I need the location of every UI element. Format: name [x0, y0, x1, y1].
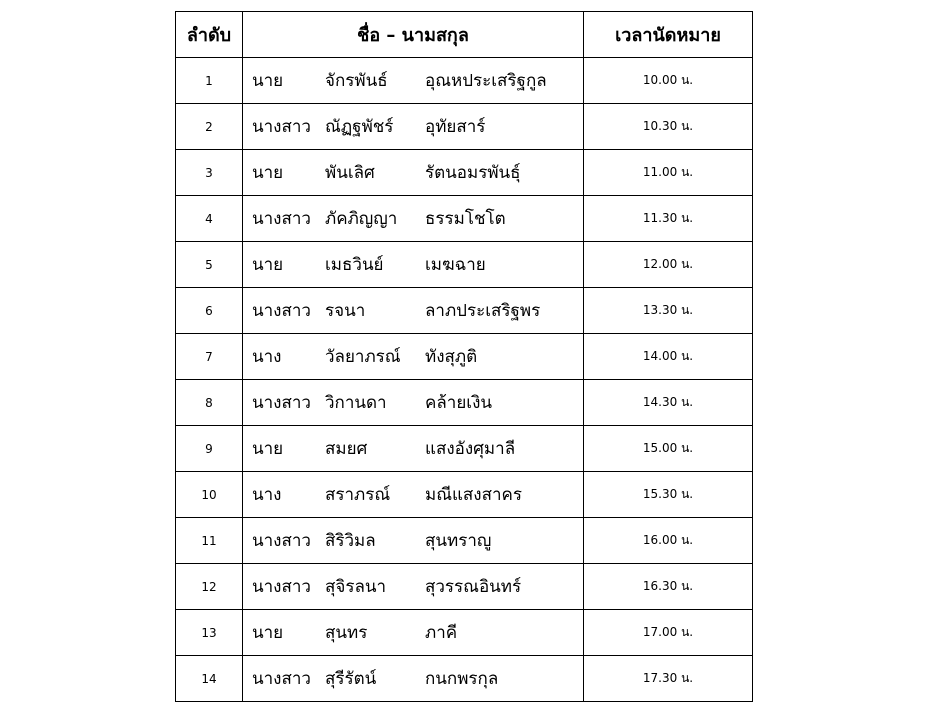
row-order: 13: [176, 610, 243, 656]
header-time: เวลานัดหมาย: [584, 12, 753, 58]
row-appointment-time: 13.30 น.: [584, 288, 753, 334]
full-name: [243, 343, 583, 370]
name-prefix: นางสาว: [252, 301, 311, 321]
header-order: ลำดับ: [176, 12, 243, 58]
name-prefix: นาย: [252, 71, 284, 91]
first-name: สุนทร: [325, 623, 368, 643]
last-name: แสงอังศุมาลี: [425, 439, 516, 459]
table-row: [176, 150, 753, 196]
table-body: [176, 58, 753, 702]
row-name-cell: [243, 380, 584, 426]
last-name: มณีแสงสาคร: [425, 485, 523, 505]
row-order: 4: [176, 196, 243, 242]
first-name: ภัคภิญญา: [325, 209, 398, 229]
table-header-row: [176, 12, 753, 58]
last-name: ลาภประเสริฐพร: [425, 301, 541, 321]
table-row: [176, 196, 753, 242]
row-appointment-time: 10.30 น.: [584, 104, 753, 150]
full-name: [243, 527, 583, 554]
row-name-cell: [243, 610, 584, 656]
row-appointment-time: 16.30 น.: [584, 564, 753, 610]
first-name: สมยศ: [325, 439, 368, 459]
row-appointment-time: 11.00 น.: [584, 150, 753, 196]
first-name: รจนา: [325, 301, 366, 321]
row-name-cell: [243, 518, 584, 564]
name-prefix: นาง: [252, 347, 282, 367]
full-name: [243, 619, 583, 646]
table-row: [176, 610, 753, 656]
row-name-cell: [243, 334, 584, 380]
name-prefix: นางสาว: [252, 209, 311, 229]
name-prefix: นางสาว: [252, 393, 311, 413]
row-name-cell: [243, 472, 584, 518]
row-order: 7: [176, 334, 243, 380]
last-name: คล้ายเงิน: [425, 393, 493, 413]
row-name-cell: [243, 288, 584, 334]
last-name: อุทัยสาร์: [425, 117, 486, 137]
full-name: [243, 67, 583, 94]
row-order: 10: [176, 472, 243, 518]
row-name-cell: [243, 426, 584, 472]
last-name: ภาคี: [425, 623, 458, 643]
row-order: 14: [176, 656, 243, 702]
table-row: [176, 564, 753, 610]
name-prefix: นางสาว: [252, 669, 311, 689]
row-appointment-time: 17.00 น.: [584, 610, 753, 656]
row-name-cell: [243, 242, 584, 288]
row-appointment-time: 10.00 น.: [584, 58, 753, 104]
last-name: อุณหประเสริฐกูล: [425, 71, 547, 91]
table-row: [176, 380, 753, 426]
row-appointment-time: 17.30 น.: [584, 656, 753, 702]
table-row: [176, 472, 753, 518]
row-order: 3: [176, 150, 243, 196]
appointment-table: [175, 11, 753, 702]
last-name: เมฆฉาย: [425, 255, 486, 275]
last-name: ทังสุภูติ: [425, 347, 478, 367]
first-name: สราภรณ์: [325, 485, 391, 505]
last-name: สุวรรณอินทร์: [425, 577, 522, 597]
last-name: สุนทราญู: [425, 531, 492, 551]
full-name: [243, 297, 583, 324]
first-name: สุรีรัตน์: [325, 669, 377, 689]
full-name: [243, 435, 583, 462]
first-name: วิกานดา: [325, 393, 387, 413]
row-order: 9: [176, 426, 243, 472]
row-order: 5: [176, 242, 243, 288]
table-row: [176, 104, 753, 150]
row-order: 8: [176, 380, 243, 426]
name-prefix: นางสาว: [252, 531, 311, 551]
table-row: [176, 288, 753, 334]
row-name-cell: [243, 564, 584, 610]
row-order: 12: [176, 564, 243, 610]
row-appointment-time: 12.00 น.: [584, 242, 753, 288]
first-name: สุจิรลนา: [325, 577, 387, 597]
row-order: 6: [176, 288, 243, 334]
table-row: [176, 656, 753, 702]
name-prefix: นาย: [252, 623, 284, 643]
row-appointment-time: 11.30 น.: [584, 196, 753, 242]
full-name: [243, 389, 583, 416]
row-name-cell: [243, 150, 584, 196]
full-name: [243, 573, 583, 600]
full-name: [243, 481, 583, 508]
name-prefix: นางสาว: [252, 117, 311, 137]
table-row: [176, 242, 753, 288]
row-appointment-time: 15.30 น.: [584, 472, 753, 518]
header-name: ชื่อ – นามสกุล: [243, 12, 584, 58]
name-prefix: นาย: [252, 439, 284, 459]
first-name: จักรพันธ์: [325, 71, 388, 91]
row-order: 2: [176, 104, 243, 150]
table-row: [176, 518, 753, 564]
full-name: [243, 205, 583, 232]
row-appointment-time: 14.00 น.: [584, 334, 753, 380]
row-appointment-time: 16.00 น.: [584, 518, 753, 564]
full-name: [243, 159, 583, 186]
first-name: ณัฏฐพัชร์: [325, 117, 394, 137]
last-name: ธรรมโชโต: [425, 209, 506, 229]
table-row: [176, 426, 753, 472]
row-name-cell: [243, 104, 584, 150]
name-prefix: นาย: [252, 163, 284, 183]
row-name-cell: [243, 58, 584, 104]
name-prefix: นาย: [252, 255, 284, 275]
full-name: [243, 251, 583, 278]
row-appointment-time: 14.30 น.: [584, 380, 753, 426]
first-name: วัลยาภรณ์: [325, 347, 401, 367]
row-name-cell: [243, 196, 584, 242]
row-order: 11: [176, 518, 243, 564]
row-order: 1: [176, 58, 243, 104]
row-appointment-time: 15.00 น.: [584, 426, 753, 472]
first-name: พันเลิศ: [325, 163, 375, 183]
full-name: [243, 113, 583, 140]
first-name: เมธวินย์: [325, 255, 384, 275]
name-prefix: นาง: [252, 485, 282, 505]
row-name-cell: [243, 656, 584, 702]
first-name: สิริวิมล: [325, 531, 376, 551]
table-row: [176, 334, 753, 380]
last-name: รัตนอมรพันธุ์: [425, 163, 521, 183]
full-name: [243, 665, 583, 692]
last-name: กนกพรกุล: [425, 669, 499, 689]
name-prefix: นางสาว: [252, 577, 311, 597]
table-row: [176, 58, 753, 104]
